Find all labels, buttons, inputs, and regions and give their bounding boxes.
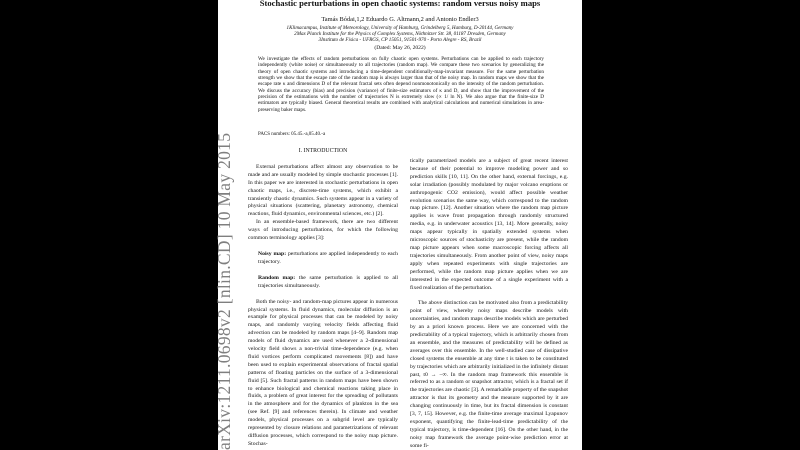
paragraph: Both the noisy- and random-map pictures appear in numerous physical systems. In fluid dynamics, molecular diffusion is an example for physical processes that can be modeled by noisy maps, and randomly varying velocity fields affecting fluid advection can be modeled by random maps [4–9]. Random map models of fluid dynamics are used whenever a 2-dimensional velocity field shows a non-trivial time-dependence (e.g. when fluid vortices perform complicated movements [8]) and have been used to explain experimental observations of fractal spatial patterns of floating particles on the surface of a 3-dimensional fluid [5]. Such fractal patterns in random maps have been shown to enhance biological and chemical reactions taking place in fluids, a problem of great interest for the spreading of pollutants in the atmosphere and for the dynamics of plankton in the sea (see Ref. [9] and references therein). In climate and weather models, physical processes on a subgrid level are typically represented by closure relations and parametrizations of relevant diffusion processes, which correspond to the noisy map picture. Stochas- (248, 298, 398, 447)
term-text: the same perturbation is applied to all trajectories simultaneously. (258, 274, 399, 289)
paragraph: tically parametrized models are a subject of great recent interest because of their potential to improve modeling power and so prediction skills [10, 11]. On the other hand, external forcings, e.g. solar irradiation (possibly modulated by major volcano eruptions or anthropogenic CO2 emission), would affect possible weather evolution scenarios the same way, which correspond to the random map picture. [12]. Another situation where the random map picture applies is wave front propagation through randomly structured media, e.g. in underwater acoustics [13, 14]. More generally, noisy maps appear typically in spatially extended systems when microscopic sources of stochasticity are present, while the random map picture appears when some macroscopic forcing affects all trajectories simultaneously. From another point of view, noisy maps apply when repeated experiments with single trajectories are performed, while the random map picture applies when we are interested in the expected outcome of a single experiment with a fixed realization of the perturbation. (410, 158, 568, 291)
author-list: Tamás Bódai,1,2 Eduardo G. Altmann,2 and Antonio Endler3 (321, 16, 479, 23)
section-heading: I. INTRODUCTION (298, 148, 348, 154)
paragraph: External perturbations affect almost any observation to be made and are usually modeled by simple stochastic processes [1]. In this paper we are interested in stochastic perturbations in open chaotic maps, i.e., discrete-time systems, which exhibit a transiently chaotic dynamics. Such systems appear in a variety of physical situations (scattering, planetary astronomy, chemical reactions, fluid dynamics, environmental sciences, etc.) [2]. (248, 163, 398, 218)
affiliations (218, 25, 582, 43)
term-text: perturbations are applied independently to each trajectory. (258, 250, 398, 265)
pacs-numbers: PACS numbers: 05.45.-a,05.40.-a (258, 132, 326, 137)
paper-page (218, 0, 582, 450)
paragraph: In an ensemble-based framework, there are two different ways of introducing perturbations, for which the following common terminology applies [3]: (248, 219, 398, 242)
term-label: Random map: (258, 274, 296, 281)
affiliation-2: 2Max Planck Institute for the Physics of Complex Systems, Nöthnitzer Str. 38, 01187 Dresden, Germany (294, 31, 506, 37)
affiliation-1: 1Klimacampus, Institute of Meteorology, University of Hamburg, Grindelberg 5, Hamburg, D-20144, Germany (286, 25, 514, 31)
paper-title: Stochastic perturbations in open chaotic systems: random versus noisy maps (259, 0, 541, 8)
arxiv-stamp: arXiv:1211.0698v2 [nlin.CD] 10 May 2015 (214, 132, 234, 450)
term-random-map (258, 275, 398, 291)
term-noisy-map (258, 251, 398, 267)
paragraph: The above distinction can be motivated also from a predictability point of view, whereby noisy maps describe models with uncertainties, and random maps describe models which are perturbed by an a priori known process. Here we are concerned with the predictability of a typical trajectory, which is arbitrarily chosen from an ensemble, and the measures of predictability will be defined as averages over this ensemble. In the well-studied case of dissipative closed systems the ensemble at any time t is taken to be constituted by trajectories which are arbitrarily initialized in the infinitely distant past, t0 → −∞. In the random map framework this ensemble is referred to as a random or snapshot attractor, which is a fractal set if the trajectories are chaotic [3]. A remarkable property of the snapshot attractor is that its geometry and the measure supported by it are changing continuously in time, but its fractal dimension is constant [3, 7, 15]. However, e.g. the finite-time average maximal Lyapunov exponent, quantifying the finite-lead-time predictability of the typical trajectory, is time-dependent [16]. On the other hand, in the noisy map framework the average point-wise prediction error at some fi- (410, 300, 568, 449)
term-label: Noisy map: (258, 250, 287, 257)
left-column (248, 148, 398, 449)
affiliation-3: 3Instituto de Física - UFRGS, CP 15051, 91501-970 - Porto Alegre - RS, Brazil (318, 37, 482, 43)
date-line: (Dated: May 26, 2022) (374, 45, 426, 51)
abstract: We investigate the effects of random perturbations on fully chaotic open systems. Perturbations can be applied to each trajectory independently (white noise) or simultaneously to all trajectories (random map). We compare these two scenarios by generalizing the theory of open chaotic systems and introducing a time-dependent conditionally-map-invariant measure. For the same perturbation strength we show that the escape rate of the random map is always larger than that of the noisy map. In random maps we show that the escape rate κ and dimensions D of the relevant fractal sets often depend nonmonotonically on the intensity of the random perturbation. We discuss the accuracy (bias) and precision (variance) of finite-size estimators of κ and D, and show that the improvement of the precision of the estimations with the number of trajectories N is extremely slow (∝ 1/ ln N). We also argue that the finite-size D estimators are typically biased. General theoretical results are combined with analytical calculations and numerical simulations in area-preserving baker maps. (258, 56, 544, 113)
right-column (410, 158, 568, 450)
